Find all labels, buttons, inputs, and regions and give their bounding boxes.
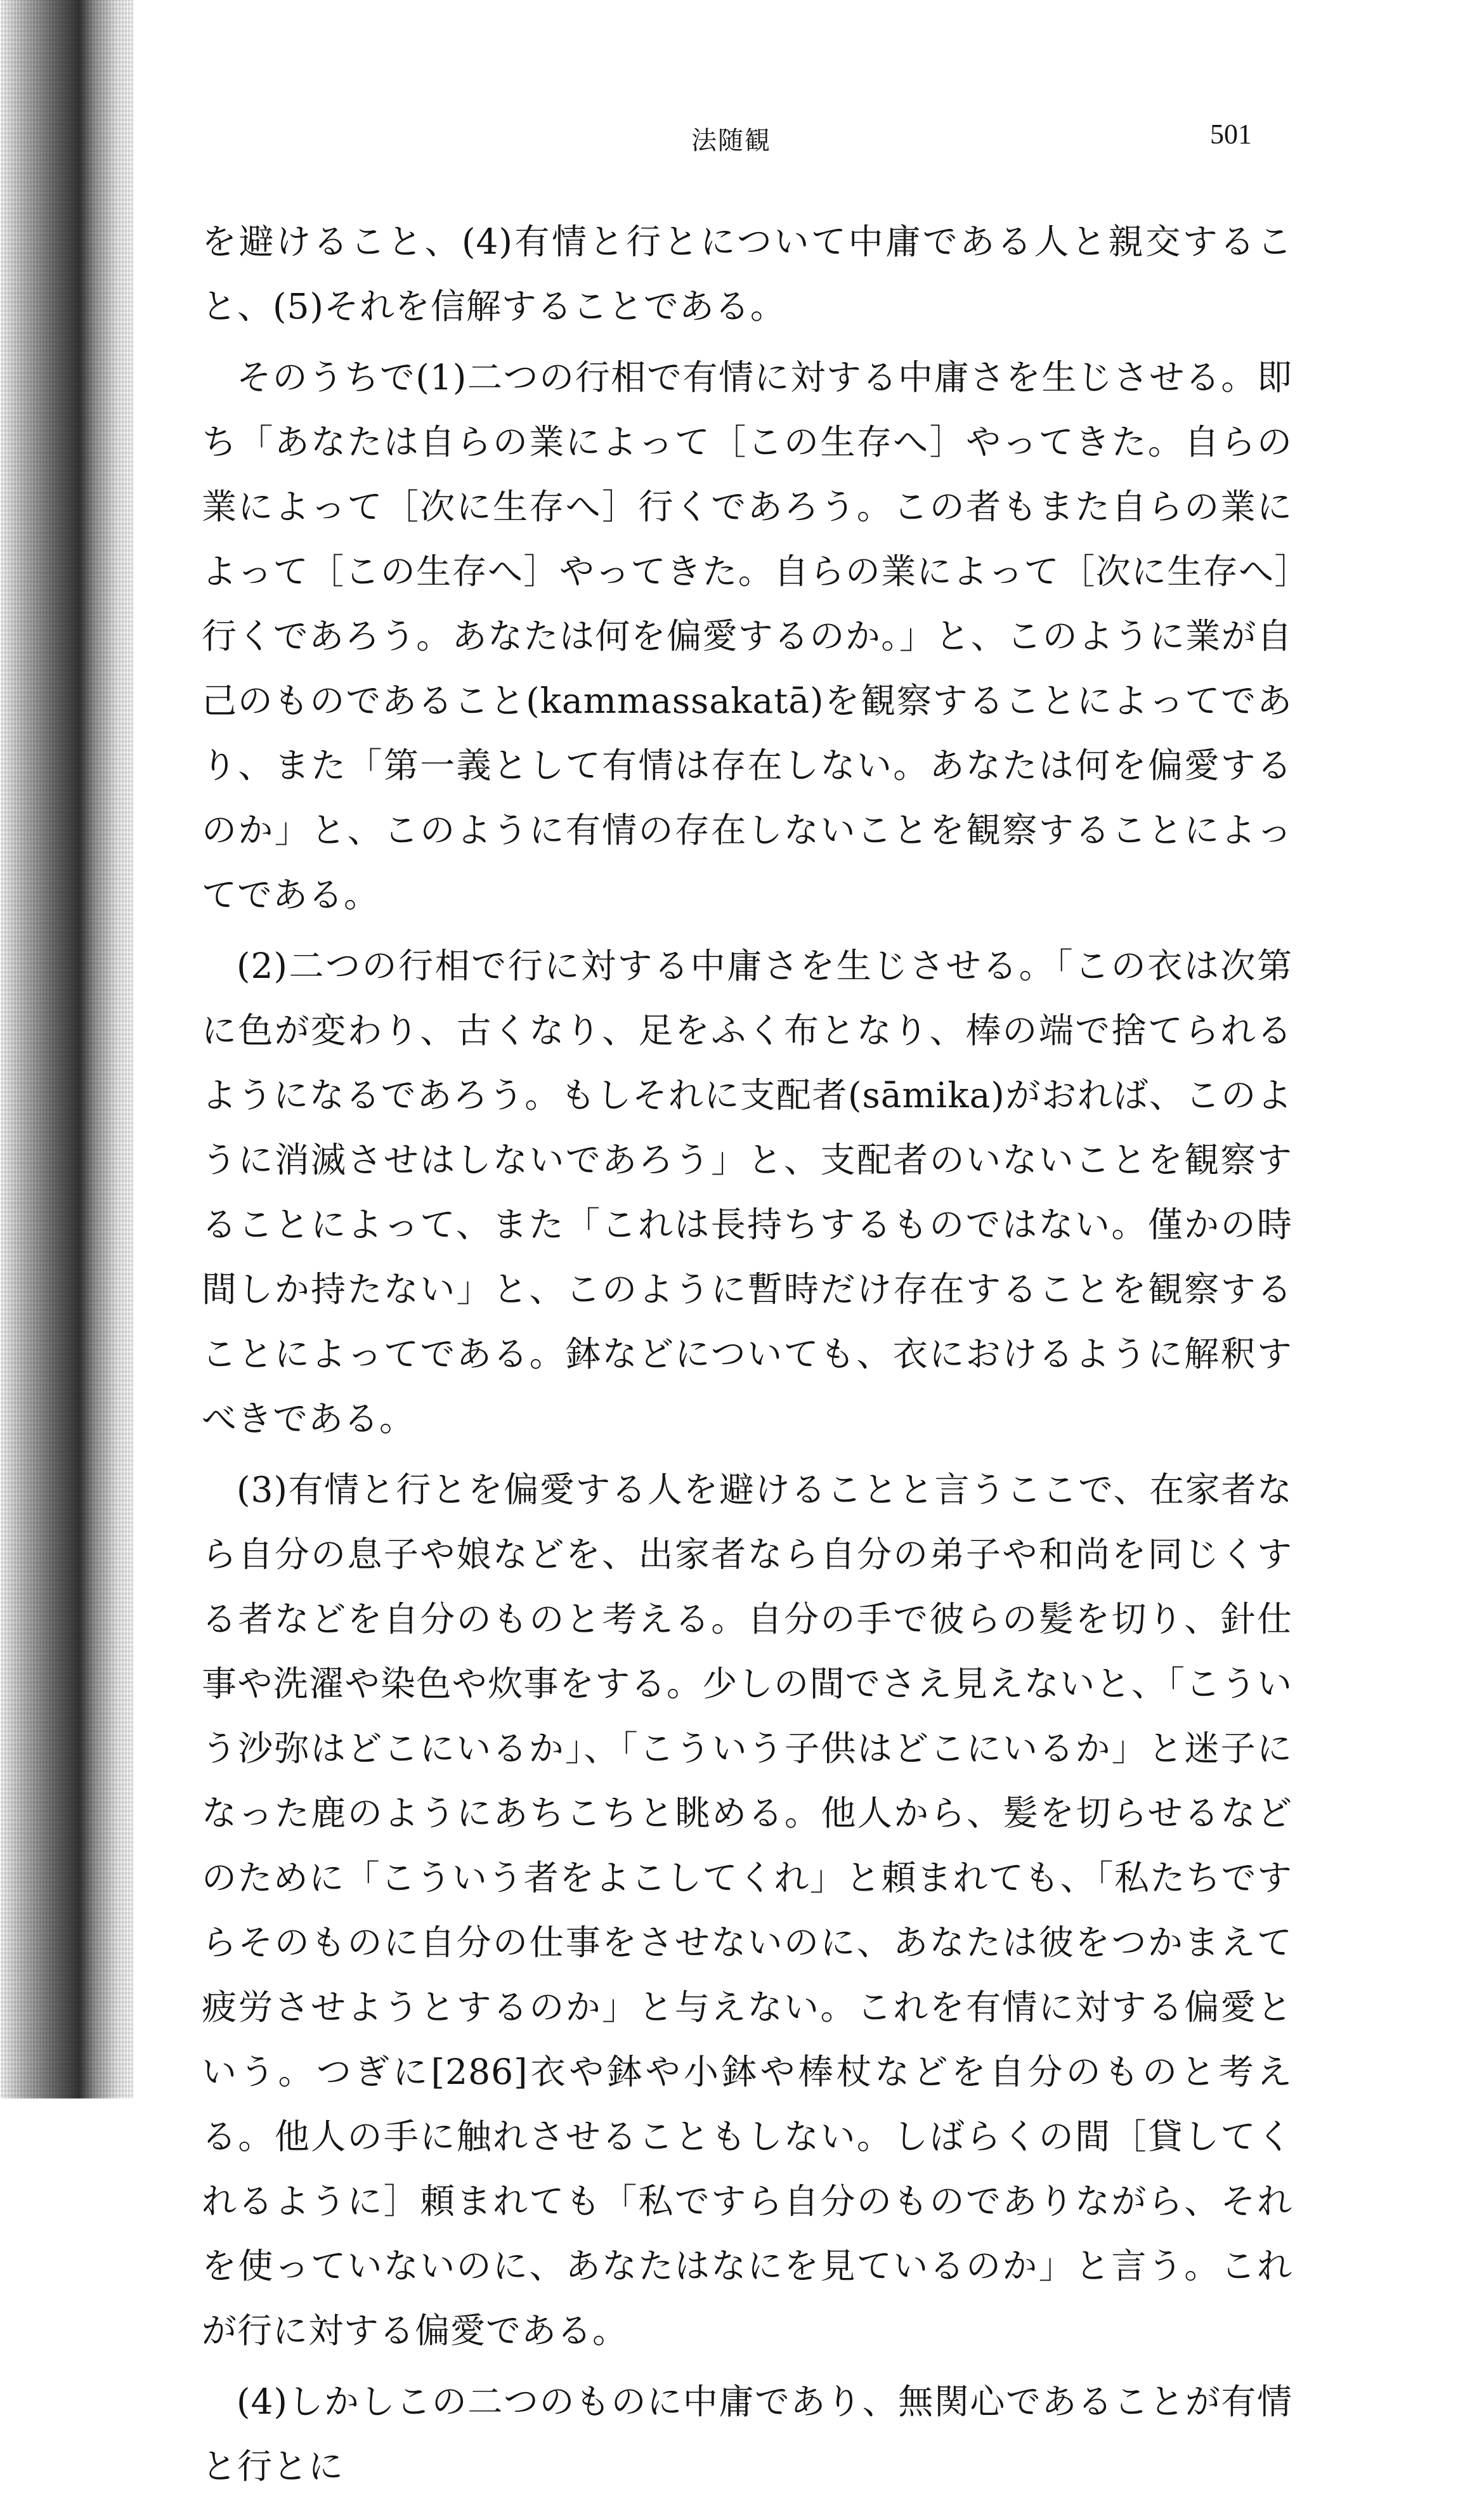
paragraph: を避けること、(4)有情と行とについて中庸である人と親交すること、(5)それを信解することである。 bbox=[202, 221, 1292, 327]
page-number: 501 bbox=[1210, 119, 1252, 150]
binding-shadow bbox=[0, 0, 133, 2098]
paragraph: (3)有情と行とを偏愛する人を避けることと言うここで、在家者なら自分の息子や娘などを、出家者なら自分の弟子や和尚を同じくする者などを自分のものと考える。自分の手で彼らの髪を切り、針仕事や洗濯や染色や炊事をする。少しの間でさえ見えないと、「こういう沙弥はどこにいるか」、「こういう子供はどこにいるか」と迷子になった鹿のようにあちこちと眺める。他人から、髪を切らせるなどのために「こういう者をよこしてくれ」と頼まれても、「私たちですらそのものに自分の仕事をさせないのに、あなたは彼をつかまえて疲労させようとするのか」と与えない。これを有情に対する偏愛という。つぎに[286]衣や鉢や小鉢や棒杖などを自分のものと考える。他人の手に触れさせることもしない。しばらくの間［貸してくれるように］頼まれても「私ですら自分のものでありながら、それを使っていないのに、あなたはなにを見ているのか」と言う。これが行に対する偏愛である。 bbox=[202, 1469, 1292, 2351]
body-text bbox=[202, 209, 1292, 2505]
running-head: 法随観 bbox=[691, 126, 771, 155]
paragraph: (4)しかしこの二つのものに中庸であり、無関心であることが有情と行とに bbox=[202, 2381, 1292, 2487]
paragraph: (2)二つの行相で行に対する中庸さを生じさせる。「この衣は次第に色が変わり、古くなり、足をふく布となり、棒の端で捨てられるようになるであろう。もしそれに支配者(sāmika)がおれば、このように消滅させはしないであろう」と、支配者のいないことを観察することによって、また「これは長持ちするものではない。僅かの時間しか持たない」と、このように暫時だけ存在することを観察することによってである。鉢などについても、衣におけるように解釈すべきである。 bbox=[202, 946, 1292, 1439]
paragraph: そのうちで(1)二つの行相で有情に対する中庸さを生じさせる。即ち「あなたは自らの業によって［この生存へ］やってきた。自らの業によって［次に生存へ］行くであろう。この者もまた自らの業によって［この生存へ］やってきた。自らの業によって［次に生存へ］行くであろう。あなたは何を偏愛するのか。」と、このように業が自己のものであること(kammassakatā)を観察することによってであり、また「第一義として有情は存在しない。あなたは何を偏愛するのか」と、このように有情の存在しないことを観察することによってである。 bbox=[202, 357, 1292, 915]
